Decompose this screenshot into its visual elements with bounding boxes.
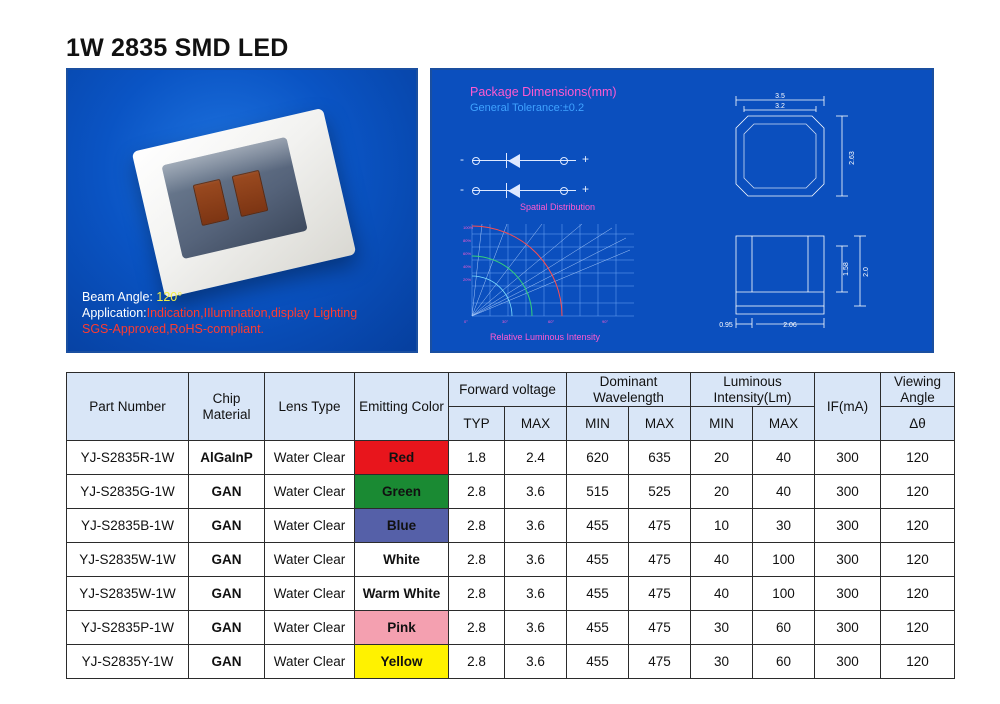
svg-text:100%: 100% [463, 225, 474, 230]
cell-vf-typ: 2.8 [449, 509, 505, 543]
cell-vf-max: 3.6 [505, 645, 567, 679]
th-vf-max: MAX [505, 407, 567, 441]
th-if-ma: IF(mA) [815, 373, 881, 441]
cell-viewing-angle: 120 [881, 441, 955, 475]
application-value: Indication,IIlumination,display Lighting [146, 306, 358, 320]
cell-lm-min: 30 [691, 645, 753, 679]
cell-wl-min: 455 [567, 645, 629, 679]
th-wl-min: MIN [567, 407, 629, 441]
cell-vf-typ: 2.8 [449, 577, 505, 611]
cell-vf-max: 3.6 [505, 509, 567, 543]
polarity-minus-1: - [460, 152, 464, 166]
svg-text:20%: 20% [463, 277, 472, 282]
cell-part-number: YJ-S2835W-1W [67, 577, 189, 611]
cell-vf-typ: 2.8 [449, 475, 505, 509]
dim-side-outer: 2.0 [863, 267, 870, 277]
spec-table-body [67, 441, 955, 679]
table-row [67, 645, 955, 679]
th-emitting-color: Emitting Color [355, 373, 449, 441]
cell-chip-material: AlGaInP [189, 441, 265, 475]
spatial-distribution-graph [462, 220, 642, 328]
cell-chip-material: GAN [189, 577, 265, 611]
cell-lm-max: 100 [753, 543, 815, 577]
polarity-row-1 [460, 150, 610, 172]
cell-emitting-color: White [355, 543, 449, 577]
cell-chip-material: GAN [189, 543, 265, 577]
cell-vf-max: 2.4 [505, 441, 567, 475]
cell-lens-type: Water Clear [265, 645, 355, 679]
polarity-diagram [460, 150, 610, 210]
cell-wl-min: 455 [567, 509, 629, 543]
cell-lm-min: 20 [691, 441, 753, 475]
cell-wl-min: 455 [567, 611, 629, 645]
cell-lm-min: 40 [691, 543, 753, 577]
side-view-dimension-drawing [696, 222, 906, 340]
cell-lm-min: 40 [691, 577, 753, 611]
cell-emitting-color: Warm White [355, 577, 449, 611]
diode-triangle-2 [508, 184, 520, 198]
th-lm-max: MAX [753, 407, 815, 441]
table-row [67, 543, 955, 577]
th-wl-max: MAX [629, 407, 691, 441]
th-dominant-wavelength: Dominant Wavelength [567, 373, 691, 407]
polarity-node-1b [560, 157, 568, 165]
th-lens-type: Lens Type [265, 373, 355, 441]
cell-lens-type: Water Clear [265, 611, 355, 645]
svg-text:30°: 30° [502, 319, 509, 324]
cell-part-number: YJ-S2835P-1W [67, 611, 189, 645]
cell-wl-max: 525 [629, 475, 691, 509]
svg-text:60°: 60° [548, 319, 555, 324]
cell-lens-type: Water Clear [265, 509, 355, 543]
cell-if-ma: 300 [815, 645, 881, 679]
cell-chip-material: GAN [189, 509, 265, 543]
spatial-distribution-title: Spatial Distribution [520, 202, 596, 212]
spec-table-wrapper [66, 372, 942, 679]
th-vf-typ: TYP [449, 407, 505, 441]
th-lm-min: MIN [691, 407, 753, 441]
cell-vf-typ: 2.8 [449, 543, 505, 577]
table-row [67, 441, 955, 475]
drawing-subheading: General Tolerance:±0.2 [470, 102, 585, 114]
drawing-heading-block [470, 84, 617, 116]
cell-lens-type: Water Clear [265, 475, 355, 509]
cell-vf-max: 3.6 [505, 611, 567, 645]
cell-vf-typ: 1.8 [449, 441, 505, 475]
cell-lm-max: 40 [753, 475, 815, 509]
package-drawing-panel [430, 68, 934, 353]
cell-if-ma: 300 [815, 475, 881, 509]
table-row [67, 509, 955, 543]
cell-lm-min: 30 [691, 611, 753, 645]
cell-if-ma: 300 [815, 509, 881, 543]
cell-viewing-angle: 120 [881, 475, 955, 509]
table-row [67, 577, 955, 611]
cell-lens-type: Water Clear [265, 577, 355, 611]
cell-emitting-color: Green [355, 475, 449, 509]
polarity-node-2b [560, 187, 568, 195]
cell-wl-min: 620 [567, 441, 629, 475]
dim-top-outer: 3.5 [775, 93, 785, 100]
svg-text:60%: 60% [463, 251, 472, 256]
svg-text:0°: 0° [464, 319, 468, 324]
th-luminous-intensity: Luminous Intensity(Lm) [691, 373, 815, 407]
cell-lm-max: 60 [753, 611, 815, 645]
drawing-heading: Package Dimensions(mm) [470, 85, 617, 99]
spec-table [66, 372, 955, 679]
diode-triangle-1 [508, 154, 520, 168]
th-forward-voltage: Forward voltage [449, 373, 567, 407]
cell-wl-max: 475 [629, 543, 691, 577]
polarity-minus-2: - [460, 182, 464, 196]
polarity-node-1a [472, 157, 480, 165]
diode-bar-1 [506, 153, 507, 168]
cell-lm-max: 40 [753, 441, 815, 475]
page-title: 1W 2835 SMD LED [66, 34, 289, 62]
cell-vf-max: 3.6 [505, 577, 567, 611]
beam-angle-label: Beam Angle: [82, 290, 153, 304]
cell-viewing-angle: 120 [881, 509, 955, 543]
cell-lm-max: 100 [753, 577, 815, 611]
compliance-line: SGS-Approved,RoHS-compliant. [82, 322, 265, 336]
cell-part-number: YJ-S2835W-1W [67, 543, 189, 577]
cell-lm-max: 60 [753, 645, 815, 679]
polarity-node-2a [472, 187, 480, 195]
cell-part-number: YJ-S2835G-1W [67, 475, 189, 509]
spatial-distribution-footer: Relative Luminous Intensity [490, 332, 601, 342]
polarity-plus-1: + [582, 152, 590, 166]
cell-chip-material: GAN [189, 475, 265, 509]
cell-if-ma: 300 [815, 577, 881, 611]
dim-side-inner: 1.58 [843, 262, 850, 276]
cell-wl-min: 455 [567, 543, 629, 577]
top-view-dimension-drawing [696, 92, 906, 212]
table-row [67, 611, 955, 645]
table-row [67, 475, 955, 509]
dim-right-height: 2.63 [849, 151, 856, 165]
cell-viewing-angle: 120 [881, 577, 955, 611]
dim-bottom-left: 0.95 [719, 322, 733, 329]
table-header-row-1 [67, 373, 955, 407]
dim-bottom-right: 2.06 [783, 322, 797, 329]
th-viewing-angle: Viewing Angle [881, 373, 955, 407]
beam-angle-value: 120° [156, 290, 183, 304]
photo-caption [82, 289, 357, 337]
application-label: Application: [82, 306, 147, 320]
cell-part-number: YJ-S2835B-1W [67, 509, 189, 543]
cell-part-number: YJ-S2835R-1W [67, 441, 189, 475]
cell-emitting-color: Blue [355, 509, 449, 543]
cell-viewing-angle: 120 [881, 611, 955, 645]
application-line [82, 305, 357, 321]
cell-wl-max: 475 [629, 509, 691, 543]
cell-lens-type: Water Clear [265, 543, 355, 577]
cell-wl-max: 475 [629, 611, 691, 645]
cell-wl-max: 475 [629, 645, 691, 679]
th-chip-material: Chip Material [189, 373, 265, 441]
cell-vf-max: 3.6 [505, 475, 567, 509]
svg-text:90°: 90° [602, 319, 609, 324]
cell-lm-max: 30 [753, 509, 815, 543]
svg-text:40%: 40% [463, 264, 472, 269]
polarity-plus-2: + [582, 182, 590, 196]
cell-vf-typ: 2.8 [449, 645, 505, 679]
cell-wl-max: 475 [629, 577, 691, 611]
polarity-row-2 [460, 180, 610, 202]
cell-emitting-color: Red [355, 441, 449, 475]
svg-text:80%: 80% [463, 238, 472, 243]
cell-emitting-color: Pink [355, 611, 449, 645]
cell-chip-material: GAN [189, 611, 265, 645]
beam-angle-line [82, 289, 357, 305]
cell-if-ma: 300 [815, 543, 881, 577]
product-photo-panel [66, 68, 418, 353]
cell-viewing-angle: 120 [881, 645, 955, 679]
cell-wl-min: 515 [567, 475, 629, 509]
cell-vf-typ: 2.8 [449, 611, 505, 645]
cell-chip-material: GAN [189, 645, 265, 679]
th-part-number: Part Number [67, 373, 189, 441]
cell-if-ma: 300 [815, 441, 881, 475]
cell-wl-max: 635 [629, 441, 691, 475]
cell-vf-max: 3.6 [505, 543, 567, 577]
th-viewing-symbol: Δθ [881, 407, 955, 441]
cell-emitting-color: Yellow [355, 645, 449, 679]
cell-lens-type: Water Clear [265, 441, 355, 475]
cell-lm-min: 10 [691, 509, 753, 543]
cell-wl-min: 455 [567, 577, 629, 611]
cell-viewing-angle: 120 [881, 543, 955, 577]
diode-bar-2 [506, 183, 507, 198]
cell-if-ma: 300 [815, 611, 881, 645]
cell-lm-min: 20 [691, 475, 753, 509]
cell-part-number: YJ-S2835Y-1W [67, 645, 189, 679]
dim-top-inner: 3.2 [775, 103, 785, 110]
